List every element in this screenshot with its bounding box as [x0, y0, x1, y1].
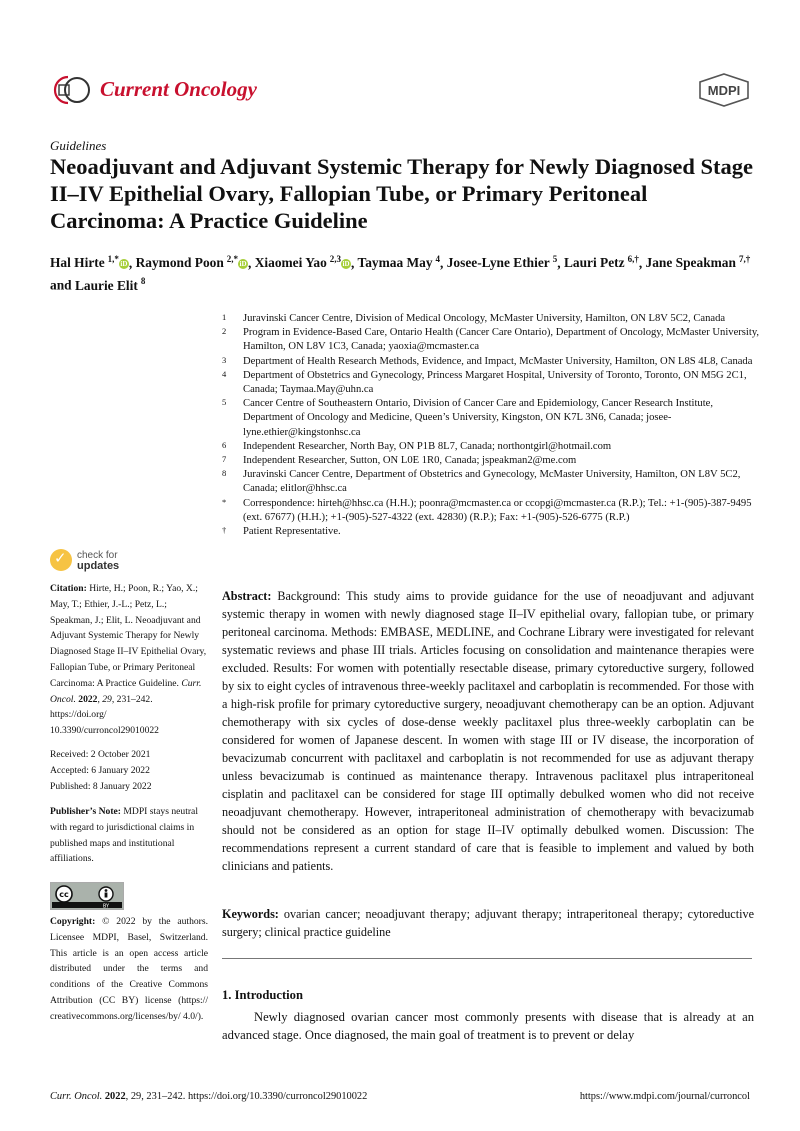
affiliation-number: 8 — [222, 468, 227, 479]
affiliation-text: Juravinski Cancer Centre, Division of Medical Oncology, McMaster University, Hamilton, ON L8V 5C2, Canada — [243, 313, 726, 324]
affiliation-number: 6 — [222, 439, 227, 450]
affiliation-number: * — [222, 496, 227, 507]
affiliation-text: Juravinski Cancer Centre, Department of Obstetrics and Gynecology, McMaster University, Hamilton, ON L8V 5C2, Canada; elitlor@hhsc.ca — [243, 469, 741, 495]
affiliation-item — [222, 326, 762, 354]
journal-logo-icon — [50, 73, 92, 107]
check-for-updates-button[interactable] — [50, 549, 170, 575]
affiliation-text: Department of Obstetrics and Gynecology, Princess Margaret Hospital, University of Toronto, Toronto, ON M5G 2C1, Canada; Taymaa.May@uhn.ca — [243, 369, 747, 396]
affiliation-number: 4 — [222, 368, 227, 379]
affiliation-item — [222, 525, 762, 539]
abstract-label: Abstract: — [222, 589, 272, 603]
copyright-text: © 2022 by the authors. Licensee MDPI, Basel, Switzerland. This article is an open access article distributed under the terms and conditions of the Creative Commons Attribution (CC BY) license (https:// creativecommons.org/licenses/by/ 4.0/). — [50, 916, 208, 1022]
affiliations — [222, 312, 762, 539]
affiliation-item — [222, 454, 762, 468]
affiliation-item — [222, 497, 762, 525]
updates-label-1: check for — [77, 550, 118, 561]
intro-text: Newly diagnosed ovarian cancer most commonly presents with disease that is already at an advanced stage. Once diagnosed, the main goal of treatment is to prevent or delay — [222, 1010, 754, 1042]
svg-text:cc: cc — [59, 890, 69, 899]
affiliation-text: Independent Researcher, North Bay, ON P1B 8L7, Canada; northontgirl@hotmail.com — [243, 440, 612, 452]
orcid-icon[interactable]: iD — [239, 260, 247, 269]
affiliation-item — [222, 468, 762, 496]
affiliation-item — [222, 440, 762, 454]
citation-block: Citation: Hirte, H.; Poon, R.; Yao, X.; May, T.; Ethier, J.-L.; Petz, L.; Speakman, J.; Elit, L. Neoadjuvant and Adjuvant Systemic Therapy for Newly Diagnosed Stage II–IV Epithelial Ovary, Fallopian Tube, or Primary Peritoneal Carcinoma: A Practice Guideline. Curr. Oncol. 2022, 29, 231–242. https://doi.org/ 10.3390/curroncol29010022 — [50, 583, 207, 737]
copyright-label: Copyright: — [50, 916, 96, 927]
author — [136, 255, 248, 270]
affiliation-number: † — [222, 525, 227, 536]
author-list: Hal Hirte $^{1,*}$iD , Raymond Poon $^{2,*}$iD , Xiaomei Yao $^{2,3}$iD , Taymaa May $^4$, Josee-Lyne Ethier $^5$, Lauri Petz $^{6,\dagger}$, Jane Speakman $^{7,\dagger}$ and Laurie Elit $^8$ — [50, 254, 751, 293]
author — [447, 255, 558, 270]
citation-doi[interactable]: , 231–242. https://doi.org/ 10.3390/curroncol29010022 — [50, 693, 159, 737]
author-affiliation-marker: 6,† — [627, 254, 639, 264]
section-divider — [222, 958, 752, 959]
affiliation-text: Program in Evidence-Based Care, Ontario Health (Cancer Care Ontario), Department of Oncology, McMaster University, Hamilton, ON L8V 1C3, Canada; yaoxia@mcmaster.ca — [243, 327, 760, 353]
publisher-note-text: MDPI stays neutral with regard to jurisdictional claims in published maps and institutional affiliations. — [50, 806, 198, 865]
affiliation-text: Independent Researcher, Sutton, ON L0E 1R0, Canada; jspeakman2@me.com — [243, 455, 577, 467]
accepted-date: Accepted: 6 January 2022 — [50, 764, 150, 776]
affiliation-number: 3 — [222, 354, 227, 365]
keywords — [222, 905, 754, 941]
author-affiliation-marker: 4 — [435, 254, 441, 264]
author-name: Josee-Lyne Ethier — [446, 255, 550, 271]
publisher-note-label: Publisher’s Note: — [50, 806, 121, 817]
affiliation-number: 2 — [222, 326, 227, 337]
citation-volume: 29 — [102, 693, 112, 705]
author — [564, 255, 639, 270]
keywords-text: ovarian cancer; neoadjuvant therapy; adjuvant therapy; intraperitoneal therapy; cytoreductive surgery; clinical practice guideline — [222, 907, 754, 939]
keywords-label: Keywords: — [222, 907, 279, 921]
author-name: Hal Hirte — [50, 255, 105, 271]
affiliation-number: 7 — [222, 454, 227, 465]
check-icon: ✓ — [54, 549, 67, 567]
affiliation-item — [222, 312, 762, 326]
mdpi-logo — [698, 73, 750, 107]
citation-label: Citation: — [50, 583, 87, 594]
citation-text: Hirte, H.; Poon, R.; Yao, X.; May, T.; Ethier, J.-L.; Petz, L.; Speakman, J.; Elit, L. Neoadjuvant and Adjuvant Systemic Therapy for Newly Diagnosed Stage II–IV Epithelial Ovary, Fallopian Tube, or Primary Peritoneal Carcinoma: A Practice Guideline. — [50, 583, 207, 689]
author — [358, 255, 441, 270]
copyright-block — [50, 914, 208, 1025]
author — [646, 255, 751, 270]
orcid-icon[interactable]: iD — [342, 260, 350, 269]
author — [75, 278, 145, 293]
author-name: Taymaa May — [357, 255, 433, 271]
author — [50, 255, 129, 270]
published-date: Published: 8 January 2022 — [50, 780, 152, 792]
footer-year: 2022 — [104, 1091, 126, 1102]
cc-by-license-badge[interactable] — [50, 882, 124, 910]
orcid-icon[interactable]: iD — [120, 260, 128, 269]
affiliation-text: Cancer Centre of Southeastern Ontario, Division of Cancer Care and Epidemiology, Cancer Research Institute, Department of Oncology and Medicine, Queen’s University, Kingston, ON K7L 3N6, Canada; josee-lyne.ethier@kingstonhsc.ca — [243, 398, 713, 438]
dates-block — [50, 747, 208, 794]
footer-doi[interactable]: , 29, 231–242. https://doi.org/10.3390/curroncol29010022 — [125, 1091, 368, 1102]
author-name: Xiaomei Yao — [254, 255, 327, 271]
affiliation-text: Patient Representative. — [243, 526, 341, 538]
affiliation-number: 1 — [222, 312, 227, 322]
abstract — [222, 587, 754, 875]
author-affiliation-marker: 2,* — [226, 254, 239, 264]
abstract-text: Background: This study aims to provide guidance for the use of neoadjuvant and adjuvant systemic therapy in women with newly diagnosed stage II–IV epithelial ovary, fallopian tube, or primary peritoneal carcinoma. Methods: EMBASE, MEDLINE, and Cochrane Library were investigated for relevant systematic reviews and phase III trials. Articles focusing on consolidation and maintenance therapies were excluded. Results: For women with potentially resectable disease, primary cytoreductive surgery, followed by six to eight cycles of intravenous three-weekly paclitaxel and carboplatin is recommended. For those with a high-risk profile for primary cytoreductive surgery, neoadjuvant chemotherapy can be an option. Adjuvant chemotherapy with six cycles of dose-dense weekly paclitaxel plus three-weekly carboplatin can be considered for women of Japanese descent. In women with stage III or IV disease, the incorporation of bevacizumab concurrent with paclitaxel and carboplatin is not recommended for use as adjuvant therapy unless bevacizumab is continued as maintenance therapy. Intravenous paclitaxel plus intraperitoneal cisplatin and paclitaxel can be considered for stage III optimally debulked women who did not receive neoadjuvant chemotherapy. However, intraperitoneal administration of chemotherapy with bevacizumab should not be considered as an option for stage II–IV optimally debulked women. Discussion: The recommendations represent a current standard of care that is feasible to implement and valued by both clinicians and patients. — [222, 589, 755, 873]
author-name: Raymond Poon — [135, 255, 224, 271]
citation-year: 2022 — [78, 693, 98, 705]
footer-journal: Curr. Oncol. — [50, 1091, 103, 1102]
footer-url[interactable]: https://www.mdpi.com/journal/curroncol — [579, 1091, 750, 1102]
updates-label-2: updates — [77, 560, 120, 572]
received-date: Received: 2 October 2021 — [50, 749, 151, 760]
journal-name: Current Oncology — [100, 77, 257, 101]
author-name: Laurie Elit — [74, 277, 138, 293]
author-affiliation-marker: 2,3 — [329, 254, 342, 264]
section-heading: 1. Introduction — [222, 988, 303, 1002]
author-name: Lauri Petz — [563, 255, 625, 271]
author-affiliation-marker: 5 — [552, 254, 558, 264]
footer-citation — [50, 1091, 367, 1102]
author — [255, 255, 351, 270]
affiliation-item — [222, 397, 762, 440]
author-affiliation-marker: 8 — [140, 276, 146, 287]
article-type: Guidelines — [50, 138, 107, 153]
intro-paragraph — [222, 1008, 754, 1044]
author-affiliation-marker: 7,† — [738, 254, 751, 264]
license-badge-label: BY — [102, 903, 110, 910]
affiliation-item — [222, 369, 762, 397]
affiliation-number: 5 — [222, 397, 227, 408]
article-title: Neoadjuvant and Adjuvant Systemic Therapy for Newly Diagnosed Stage II–IV Epithelial Ovary, Fallopian Tube, or Primary Peritoneal Carcinoma: A Practice Guideline — [50, 154, 753, 233]
mdpi-logo-text: MDPI — [707, 83, 741, 98]
citation-journal: Curr. Oncol. — [50, 677, 202, 705]
affiliation-item — [222, 355, 762, 369]
author-affiliation-marker: 1,* — [107, 254, 119, 264]
affiliation-text: Department of Health Research Methods, Evidence, and Impact, McMaster University, Hamilton, ON L8S 4L8, Canada — [243, 355, 753, 367]
author-name: Jane Speakman — [645, 255, 736, 271]
publisher-note — [50, 804, 208, 867]
affiliation-text: Correspondence: hirteh@hhsc.ca (H.H.); poonra@mcmaster.ca or ccopgi@mcmaster.ca (R.P.); Tel.: +1-(905)-387-9495 (ext. 67677) (H.H.); +1-(905)-527-4322 (ext. 42830) (R.P.); Fax: +1-(905)-526-6775 (R.P.) — [243, 497, 752, 523]
